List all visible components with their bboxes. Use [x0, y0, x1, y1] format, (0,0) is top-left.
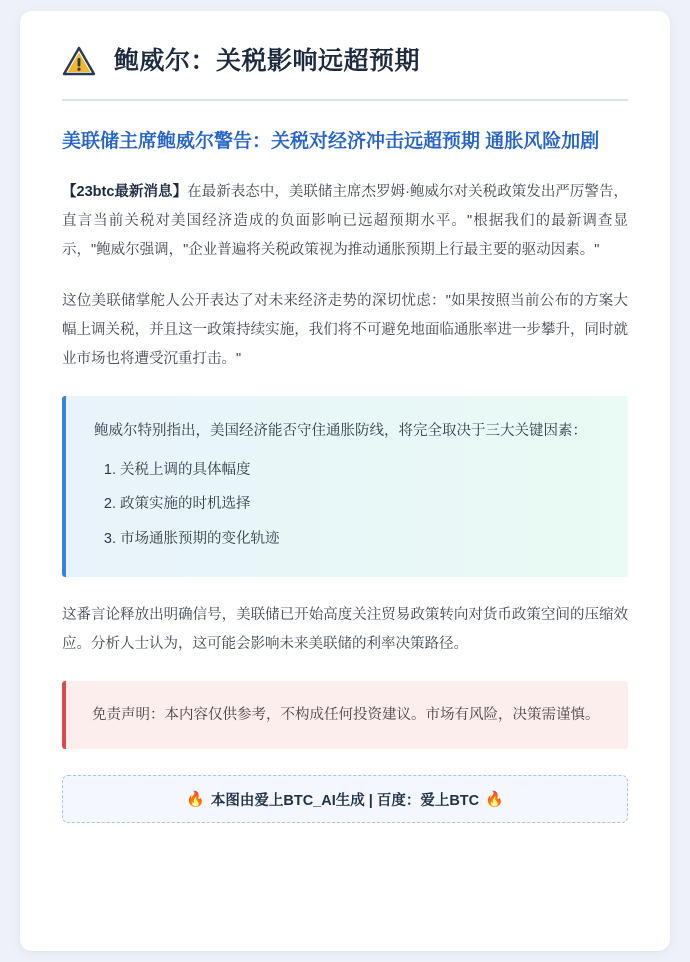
callout-lead-text: 鲍威尔特别指出，美国经济能否守住通胀防线，将完全取决于三大关键因素：	[94, 423, 587, 440]
paragraph-2: 这位美联储掌舵人公开表达了对未来经济走势的深切忧虑："如果按照当前公布的方案大幅上调关税，并且这一政策持续实施，我们将不可避免地面临通胀率进一步攀升，同时就业市场也将遭受沉重打击。"	[62, 293, 628, 368]
footer-banner	[62, 775, 628, 823]
key-factors-list	[94, 456, 600, 553]
disclaimer-box	[62, 681, 628, 749]
list-item: 2. 政策实施的时机选择	[120, 490, 600, 518]
article-card	[20, 11, 670, 951]
article-header	[62, 45, 628, 101]
article-subheading: 美联储主席鲍威尔警告：关税对经济冲击远超预期 通胀风险加剧	[62, 131, 600, 152]
warning-triangle-icon	[62, 45, 96, 77]
fire-icon: 🔥	[485, 791, 504, 809]
page-title: 鲍威尔：关税影响远超预期	[114, 47, 421, 75]
paragraph-1	[62, 178, 628, 265]
footer-text: 本图由爱上BTC_AI生成 | 百度：爱上BTC	[210, 792, 480, 809]
list-item: 1. 关税上调的具体幅度	[120, 456, 600, 484]
key-factors-callout	[62, 396, 628, 576]
fire-icon: 🔥	[186, 791, 205, 809]
list-item: 3. 市场通胀预期的变化轨迹	[120, 525, 600, 553]
paragraph-1-text: 在最新表态中，美联储主席杰罗姆·鲍威尔对关税政策发出严厉警告，直言当前关税对美国经济造成的负面影响已远超预期水平。"根据我们的最新调查显示，"鲍威尔强调，"企业普遍将关税政策视为推动通胀预期上行最主要的驱动因素。"	[62, 184, 628, 259]
paragraph-3: 这番言论释放出明确信号，美联储已开始高度关注贸易政策转向对货币政策空间的压缩效应。分析人士认为，这可能会影响未来美联储的利率决策路径。	[62, 606, 628, 652]
news-tag: 【23btc最新消息】	[62, 184, 188, 201]
disclaimer-text: 免责声明：本内容仅供参考，不构成任何投资建议。市场有风险，决策需谨慎。	[92, 706, 600, 723]
